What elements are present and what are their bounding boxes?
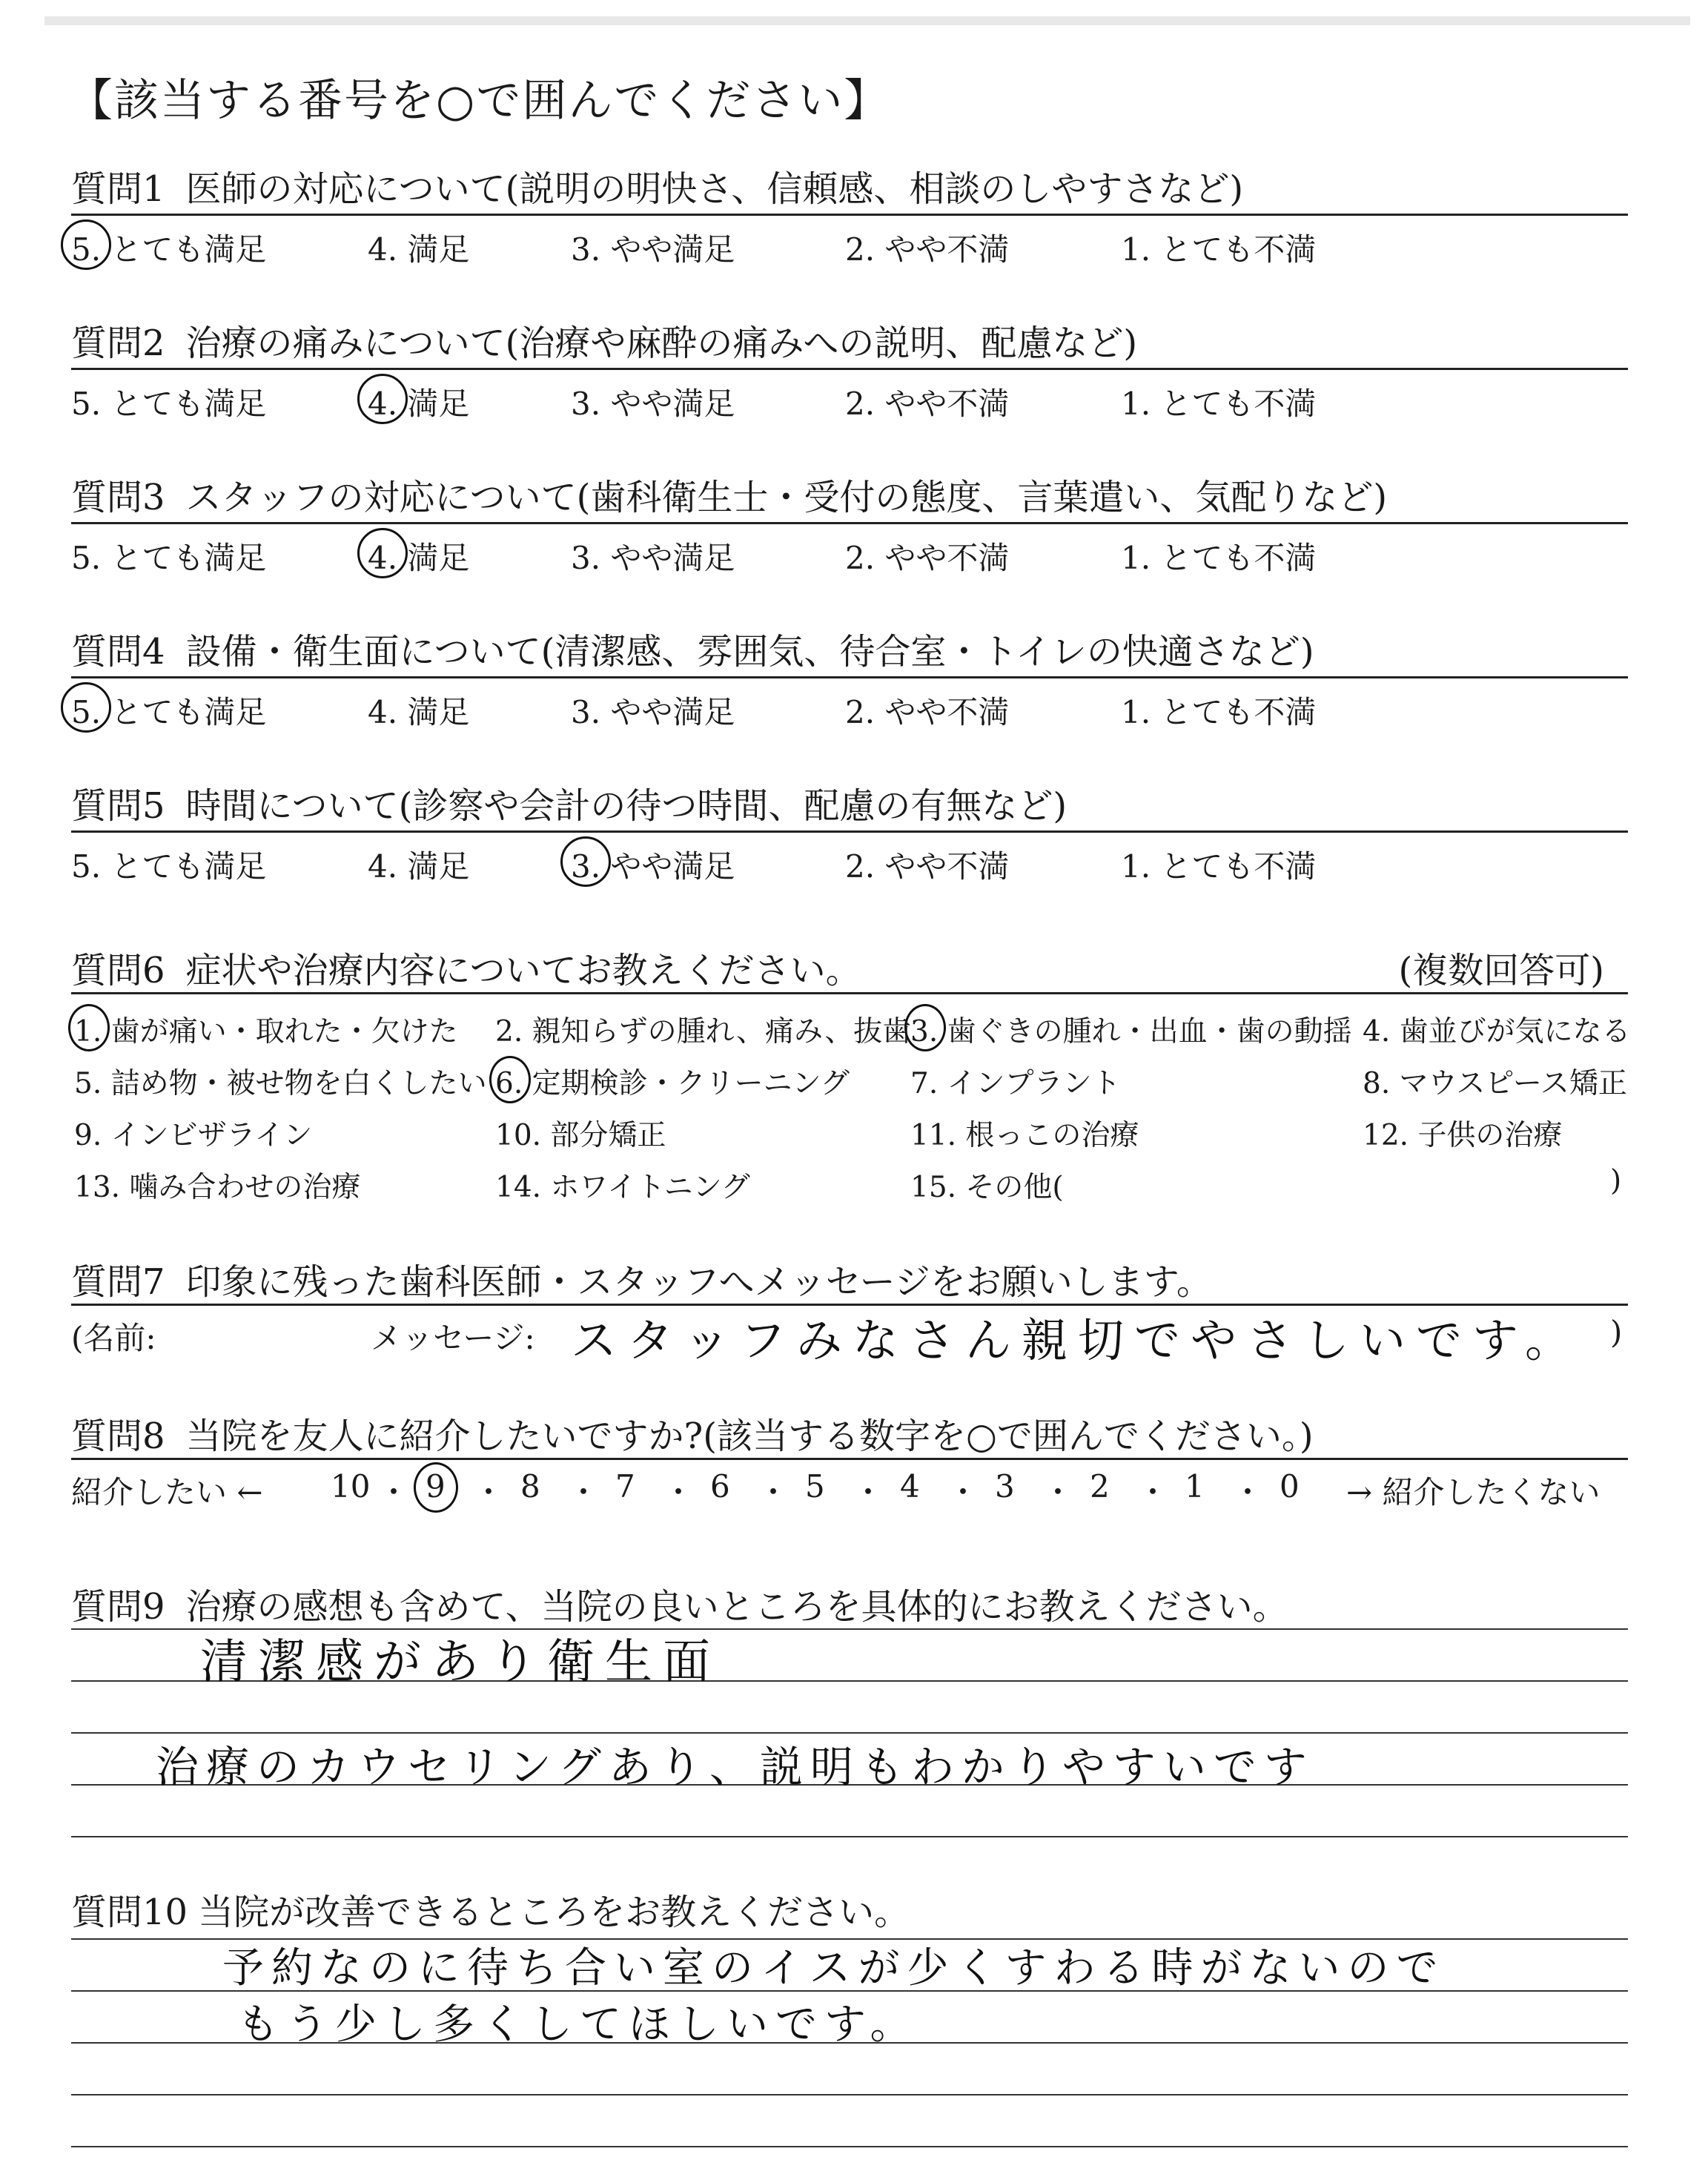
q3-option-3[interactable]: 3. やや満足 xyxy=(571,540,735,576)
q8-text: 当院を友人に紹介したいですか?(該当する数字を○で囲んでください。) xyxy=(185,1416,1314,1457)
q8-scale-separator: ・ xyxy=(378,1474,410,1510)
q6-selection-circle xyxy=(489,1056,531,1103)
q9-answer-line-1[interactable]: 清潔感があり衛生面 xyxy=(200,1635,721,1690)
q5-option-1[interactable]: 1. とても不満 xyxy=(1121,848,1317,885)
q8-right-label: → 紹介したくない xyxy=(1346,1474,1601,1510)
q10-line-4 xyxy=(71,2094,1628,2095)
q3-option-5[interactable]: 5. とても満足 xyxy=(71,540,267,576)
q8-scale-4[interactable]: 4 xyxy=(900,1468,920,1505)
q6-option-14[interactable]: 14. ホワイトニング xyxy=(495,1171,750,1204)
q3-selection-circle xyxy=(357,528,408,578)
q8-rule xyxy=(71,1458,1628,1460)
q8-scale-separator: ・ xyxy=(1137,1474,1169,1510)
q6-option-5[interactable]: 5. 詰め物・被せ物を白くしたい xyxy=(74,1067,487,1100)
q4-number: 質問4 xyxy=(71,631,165,673)
q1-option-3[interactable]: 3. やや満足 xyxy=(571,231,735,268)
q8-scale-separator: ・ xyxy=(853,1474,884,1510)
q2-rule xyxy=(71,368,1628,370)
q6-option-4[interactable]: 4. 歯並びが気になる xyxy=(1363,1015,1631,1048)
q3-text: スタッフの対応について(歯科衛生士・受付の態度、言葉遣い、気配りなど) xyxy=(185,477,1388,518)
q9-number: 質問9 xyxy=(71,1586,165,1628)
q6-option-13[interactable]: 13. 噛み合わせの治療 xyxy=(74,1171,361,1204)
q6-option-12[interactable]: 12. 子供の治療 xyxy=(1363,1119,1563,1152)
q8-scale-2[interactable]: 2 xyxy=(1090,1468,1110,1505)
q10-answer-line-1[interactable]: 予約なのに待ち合い室のイスが少くすわる時がないので xyxy=(222,1944,1446,1992)
q4-option-3[interactable]: 3. やや満足 xyxy=(571,694,735,730)
q3-option-1[interactable]: 1. とても不満 xyxy=(1121,540,1317,576)
q6-option-1[interactable]: 1. 歯が痛い・取れた・欠けた xyxy=(74,1015,458,1048)
q5-option-5[interactable]: 5. とても満足 xyxy=(71,848,267,885)
q8-scale-separator: ・ xyxy=(758,1474,790,1510)
q1-number: 質問1 xyxy=(71,168,165,210)
q4-option-4[interactable]: 4. 満足 xyxy=(368,694,470,730)
q8-scale-6[interactable]: 6 xyxy=(710,1468,730,1505)
q6-option-3[interactable]: 3. 歯ぐきの腫れ・出血・歯の動揺 xyxy=(910,1015,1352,1048)
q8-scale-separator: ・ xyxy=(1232,1474,1264,1510)
q1-rule xyxy=(71,214,1628,216)
q6-option-7[interactable]: 7. インプラント xyxy=(910,1067,1121,1100)
q1-text: 医師の対応について(説明の明快さ、信頼感、相談のしやすさなど) xyxy=(185,168,1244,210)
q8-scale-10[interactable]: 10 xyxy=(331,1468,371,1505)
q6-option-10[interactable]: 10. 部分矯正 xyxy=(495,1119,666,1152)
q8-left-label: 紹介したい ← xyxy=(71,1474,263,1510)
q8-scale-separator: ・ xyxy=(473,1474,505,1510)
q5-option-2[interactable]: 2. やや不満 xyxy=(845,848,1010,885)
q8-scale-9[interactable]: 9 xyxy=(426,1468,446,1505)
q2-title xyxy=(71,314,1137,366)
q6-option-8[interactable]: 8. マウスピース矯正 xyxy=(1363,1067,1627,1100)
q8-scale-separator: ・ xyxy=(568,1474,600,1510)
q4-option-1[interactable]: 1. とても不満 xyxy=(1121,694,1317,730)
q5-text: 時間について(診察や会計の待つ時間、配慮の有無など) xyxy=(185,785,1068,827)
q6-selection-circle xyxy=(904,1004,946,1051)
q1-option-5[interactable]: 5. とても満足 xyxy=(71,231,267,268)
q6-text: 症状や治療内容についてお教えください。 xyxy=(185,950,861,991)
q2-text: 治療の痛みについて(治療や麻酔の痛みへの説明、配慮など) xyxy=(185,323,1138,364)
q10-number: 質問10 xyxy=(71,1892,188,1933)
q2-option-2[interactable]: 2. やや不満 xyxy=(845,386,1010,422)
q1-option-4[interactable]: 4. 満足 xyxy=(368,231,470,268)
q5-option-4[interactable]: 4. 満足 xyxy=(368,848,470,885)
q8-number: 質問8 xyxy=(71,1416,165,1457)
scan-edge xyxy=(44,16,1690,25)
q8-scale-3[interactable]: 3 xyxy=(995,1468,1015,1505)
q4-selection-circle xyxy=(61,682,111,733)
q1-selection-circle xyxy=(61,219,111,270)
q6-option-15[interactable]: 15. その他( xyxy=(910,1171,1064,1204)
q9-text: 治療の感想も含めて、当院の良いところを具体的にお教えください。 xyxy=(185,1586,1288,1628)
q2-selection-circle xyxy=(357,374,408,424)
q6-option-2[interactable]: 2. 親知らずの腫れ、痛み、抜歯 xyxy=(495,1015,912,1048)
q5-number: 質問5 xyxy=(71,785,165,827)
q5-rule xyxy=(71,830,1628,833)
q8-scale-1[interactable]: 1 xyxy=(1185,1468,1205,1505)
q2-option-5[interactable]: 5. とても満足 xyxy=(71,386,267,422)
q4-rule xyxy=(71,676,1628,678)
q3-option-2[interactable]: 2. やや不満 xyxy=(845,540,1010,576)
q3-option-4[interactable]: 4. 満足 xyxy=(368,540,470,576)
q4-option-2[interactable]: 2. やや不満 xyxy=(845,694,1010,730)
q3-title xyxy=(71,469,1387,520)
q6-rule xyxy=(71,992,1628,994)
q8-title xyxy=(71,1407,1314,1459)
q2-number: 質問2 xyxy=(71,323,165,364)
q3-number: 質問3 xyxy=(71,477,165,518)
q2-option-1[interactable]: 1. とても不満 xyxy=(1121,386,1317,422)
q10-title xyxy=(71,1883,910,1935)
q8-scale-separator: ・ xyxy=(1042,1474,1074,1510)
q7-name-label[interactable]: (名前: xyxy=(71,1320,156,1356)
q5-selection-circle xyxy=(560,836,611,887)
q8-scale-0[interactable]: 0 xyxy=(1280,1468,1300,1505)
q10-line-5 xyxy=(71,2146,1628,2147)
q5-title xyxy=(71,777,1067,828)
q1-option-2[interactable]: 2. やや不満 xyxy=(845,231,1010,268)
q6-title xyxy=(71,942,861,993)
q6-option-11[interactable]: 11. 根っこの治療 xyxy=(910,1119,1139,1152)
q6-other-close-paren: ) xyxy=(1610,1164,1622,1198)
q1-option-1[interactable]: 1. とても不満 xyxy=(1121,231,1317,268)
q9-title xyxy=(71,1578,1288,1629)
q8-scale-5[interactable]: 5 xyxy=(805,1468,825,1505)
q1-title xyxy=(71,160,1243,211)
q3-rule xyxy=(71,522,1628,524)
q6-number: 質問6 xyxy=(71,950,165,991)
q10-text: 当院が改善できるところをお教えください。 xyxy=(198,1892,910,1933)
q2-option-4[interactable]: 4. 満足 xyxy=(368,386,470,422)
q7-message-handwritten[interactable]: スタッフみなさん親切でやさしいです。 xyxy=(571,1313,1582,1367)
q7-message-label: メッセージ: xyxy=(371,1320,535,1356)
q7-title xyxy=(71,1253,1212,1304)
q8-scale-separator: ・ xyxy=(947,1474,979,1510)
q6-note: (複数回答可) xyxy=(1398,950,1604,991)
q2-option-3[interactable]: 3. やや満足 xyxy=(571,386,735,422)
q6-option-6[interactable]: 6. 定期検診・クリーニング xyxy=(495,1067,850,1100)
page-title: 【該当する番号を○で囲んでください】 xyxy=(68,75,890,127)
q4-text: 設備・衛生面について(清潔感、雰囲気、待合室・トイレの快適さなど) xyxy=(185,631,1314,673)
q4-option-5[interactable]: 5. とても満足 xyxy=(71,694,267,730)
q8-scale-7[interactable]: 7 xyxy=(615,1468,635,1505)
q7-close-paren: ) xyxy=(1610,1314,1623,1350)
q10-answer-line-2[interactable]: もう少し多くしてほしいです。 xyxy=(237,2001,919,2049)
q8-selection-circle xyxy=(414,1462,458,1513)
q9-line-5 xyxy=(71,1836,1628,1837)
q6-selection-circle xyxy=(68,1004,110,1051)
q7-text: 印象に残った歯科医師・スタッフへメッセージをお願いします。 xyxy=(185,1261,1212,1303)
q6-option-9[interactable]: 9. インビザライン xyxy=(74,1119,313,1152)
q4-title xyxy=(71,623,1314,674)
q7-number: 質問7 xyxy=(71,1261,165,1303)
q9-answer-line-2[interactable]: 治療のカウセリングあり、説明もわかりやすいです xyxy=(156,1742,1314,1792)
q8-scale-separator: ・ xyxy=(663,1474,695,1510)
q5-option-3[interactable]: 3. やや満足 xyxy=(571,848,735,885)
q8-scale-8[interactable]: 8 xyxy=(520,1468,540,1505)
